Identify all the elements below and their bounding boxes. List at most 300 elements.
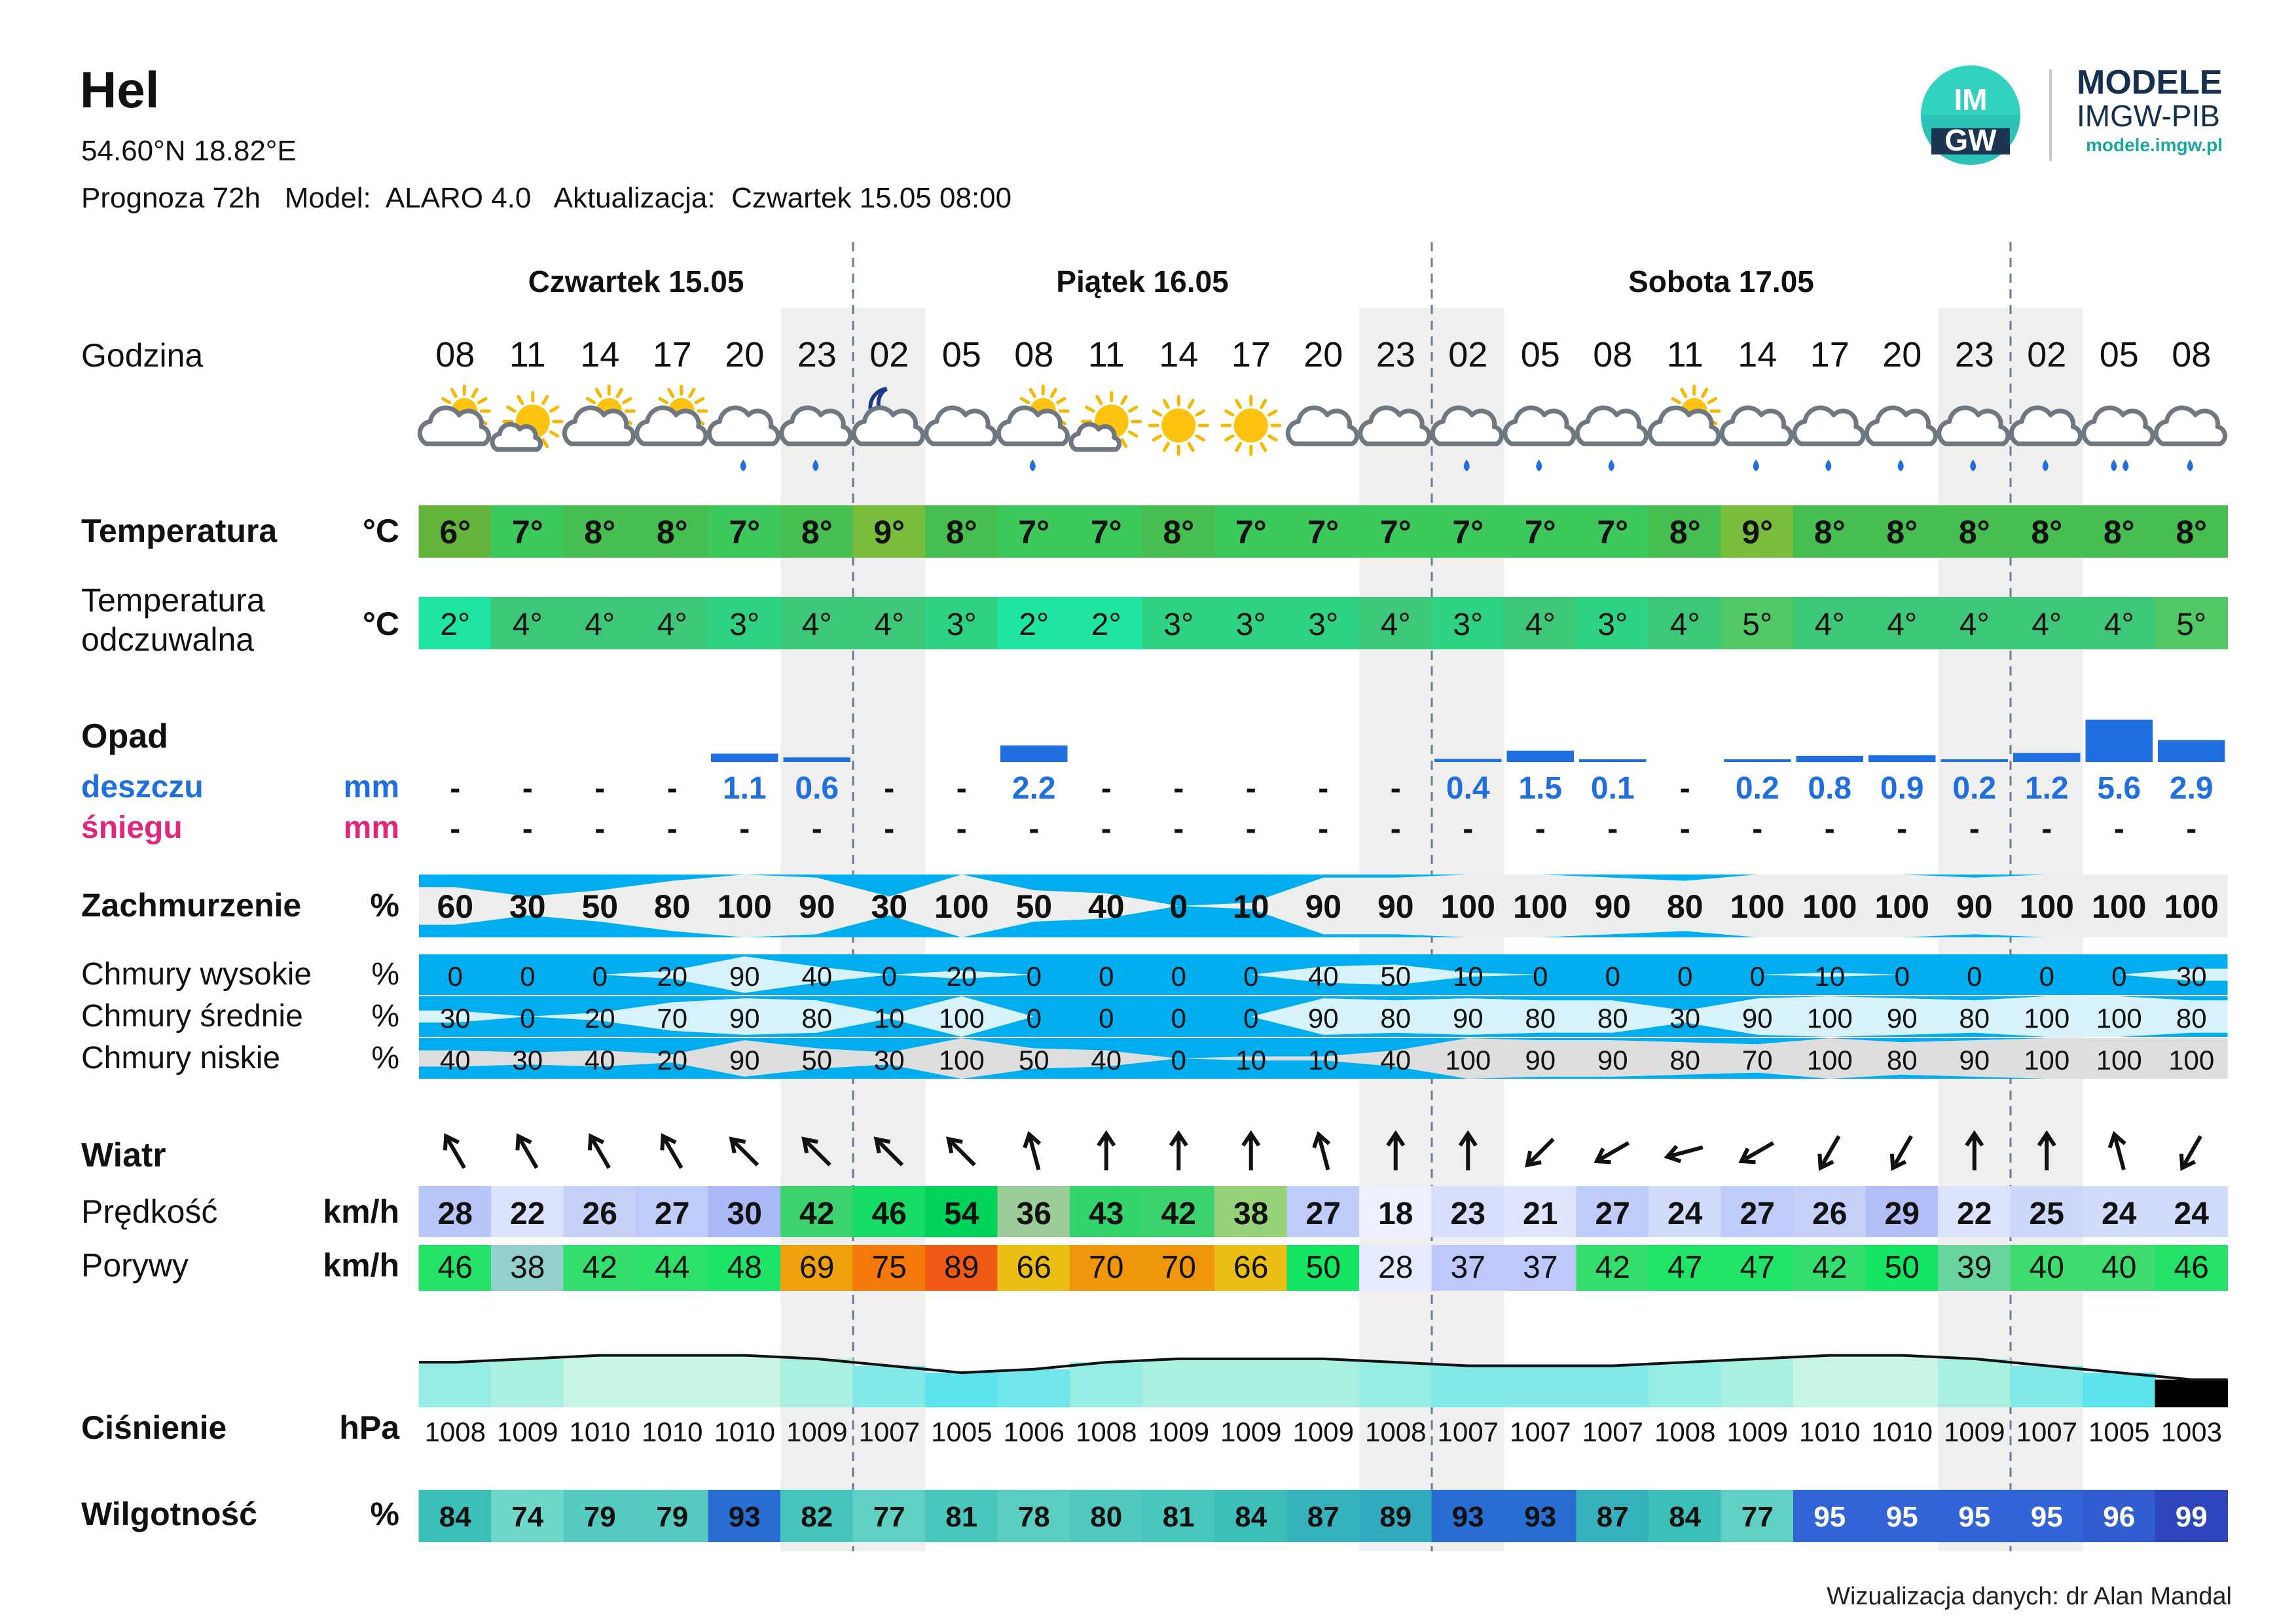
snow-value: - <box>1752 812 1763 846</box>
cloud-low-label: Chmury niskie <box>81 1041 281 1075</box>
rain-bar <box>1941 759 2009 762</box>
wind-arrow <box>1243 1134 1259 1170</box>
feels-like-value: 5° <box>2176 607 2207 642</box>
temperature-value: 7° <box>1090 514 1122 550</box>
cloud-high-value: 50 <box>1380 961 1412 992</box>
cloud-cover-value: 30 <box>509 888 546 925</box>
wind-speed-label: Prędkość <box>81 1193 218 1230</box>
wind-label: Wiatr <box>81 1136 166 1174</box>
cloud-mid-value: 0 <box>1099 1003 1114 1034</box>
wind-gust-value: 28 <box>1378 1250 1413 1285</box>
cloud-low-value: 10 <box>1307 1045 1339 1075</box>
hour-label: 08 <box>1593 335 1633 374</box>
hour-label: 20 <box>1303 335 1343 374</box>
cloud-shape <box>1288 408 1357 444</box>
temperature-value: 8° <box>2031 514 2063 550</box>
pressure-label: Ciśnienie <box>81 1409 227 1446</box>
cloud-high-label: Chmury wysokie <box>81 957 312 992</box>
wind-gust-value: 47 <box>1740 1250 1775 1285</box>
rain-value: 1.1 <box>722 771 767 806</box>
humidity-value: 79 <box>583 1501 616 1533</box>
wind-arrow <box>1593 1136 1632 1168</box>
cloud-shape <box>420 408 488 444</box>
wind-arrow <box>943 1134 980 1171</box>
wind-speed-value: 38 <box>1233 1197 1269 1231</box>
hour-label: 05 <box>1520 335 1560 374</box>
rain-empty: - <box>1173 771 1184 806</box>
cloud-high-value: 10 <box>1452 961 1484 992</box>
cloud-shape <box>1577 408 1646 444</box>
sun-ray <box>690 389 694 396</box>
sun-ray <box>1097 397 1101 403</box>
rain-bar <box>784 757 851 762</box>
sun-ray <box>1122 440 1126 446</box>
cloud-cover-value: 90 <box>1594 888 1631 925</box>
cloud-high-value: 40 <box>1307 961 1339 992</box>
humidity-value: 78 <box>1017 1501 1050 1533</box>
humidity-value: 81 <box>1162 1501 1195 1533</box>
wind-speed-value: 54 <box>944 1197 979 1231</box>
wind-arrow <box>2107 1132 2132 1172</box>
snow-value: - <box>1607 812 1618 846</box>
pressure-unit: hPa <box>339 1409 399 1446</box>
cloud-low-value: 50 <box>1018 1045 1049 1075</box>
temperature-value: 9° <box>873 514 905 550</box>
wind-speed-value: 42 <box>799 1197 835 1231</box>
cloud-cover-value: 100 <box>717 888 772 925</box>
cloud-mid-value: 80 <box>1380 1003 1412 1034</box>
cloud-shape <box>1505 408 1574 444</box>
temperature-value: 8° <box>945 514 977 550</box>
update-time: Czwartek 15.05 08:00 <box>731 182 1012 214</box>
cloud-high-value: 0 <box>1099 961 1114 992</box>
humidity-value: 77 <box>873 1501 905 1533</box>
feels-like-value: 3° <box>1235 607 1266 642</box>
cloud-shape <box>492 424 541 450</box>
sun-ray <box>443 399 449 403</box>
cloud-low-value: 80 <box>1886 1045 1918 1075</box>
wind-speed-unit: km/h <box>323 1193 399 1230</box>
wind-arrow <box>1522 1134 1559 1171</box>
cloud-low-value: 100 <box>1806 1045 1853 1075</box>
sun-ray <box>1709 399 1715 403</box>
rain-bar <box>2158 740 2225 762</box>
wind-arrow-shaft <box>951 1142 974 1164</box>
pressure-fill-cell <box>1576 1365 1650 1407</box>
pressure-value: 1009 <box>497 1416 558 1447</box>
wind-speed-value: 23 <box>1450 1197 1485 1231</box>
pressure-fill-cell <box>1504 1365 1577 1407</box>
rain-value: 2.9 <box>2169 771 2214 806</box>
humidity-value: 95 <box>1886 1501 1918 1533</box>
rain-value: 2.2 <box>1011 771 1056 806</box>
temperature-value: 8° <box>2103 514 2135 550</box>
humidity-value: 84 <box>1669 1501 1702 1533</box>
pressure-fill-cell <box>1070 1362 1143 1407</box>
cloud-low-value: 40 <box>584 1045 615 1075</box>
snow-value: - <box>884 812 895 846</box>
cloud-cover-value: 90 <box>1956 888 1993 925</box>
snow-value: - <box>1463 812 1474 846</box>
pressure-fill-cell <box>1287 1359 1360 1407</box>
sun-ray <box>508 407 515 411</box>
sun-ray <box>1226 436 1233 440</box>
cloud-mid-value: 80 <box>1959 1003 1990 1034</box>
wind-speed-value: 36 <box>1016 1197 1051 1231</box>
wind-arrow <box>584 1132 616 1172</box>
cloud-low-value: 50 <box>801 1045 833 1075</box>
sun-ray <box>1673 399 1679 403</box>
snow-value: - <box>739 812 750 846</box>
pressure-fill-cell <box>636 1356 709 1407</box>
cloud-high-value: 0 <box>1605 961 1620 992</box>
rain-drop <box>2187 460 2193 471</box>
wind-speed-value: 18 <box>1378 1197 1413 1231</box>
sun-disc <box>1161 408 1195 442</box>
wind-arrow <box>1311 1132 1336 1172</box>
cloud-mid-value: 100 <box>2024 1003 2070 1034</box>
feels-like-value: 5° <box>1742 607 1773 642</box>
cloud-rain-icon <box>1795 408 1863 471</box>
cloud-cover-value: 90 <box>1377 888 1414 925</box>
feels-like-value: 3° <box>729 607 760 642</box>
feels-like-value: 4° <box>2104 607 2134 642</box>
rain-value: 1.2 <box>2024 771 2069 806</box>
rain-drop <box>2111 460 2117 471</box>
feels-like-value: 4° <box>2032 607 2062 642</box>
wind-gust-value: 66 <box>1016 1250 1051 1285</box>
wind-arrow <box>1886 1132 1918 1172</box>
humidity-value: 84 <box>1235 1501 1267 1533</box>
logo-badge-text-top: IM <box>1954 82 1988 117</box>
snow-unit: mm <box>343 810 399 845</box>
temperature-value: 7° <box>1307 514 1339 550</box>
cloud-cover-value: 10 <box>1232 888 1269 925</box>
sun-ray <box>624 399 630 403</box>
cloud-low-value: 90 <box>1597 1045 1628 1075</box>
sun-ray <box>617 389 621 396</box>
cloud-mid-value: 30 <box>1669 1003 1701 1034</box>
temperature-value: 8° <box>1669 514 1701 550</box>
cloud-low-value: 30 <box>873 1045 905 1075</box>
snow-value: - <box>594 812 606 846</box>
feels-like-value: 4° <box>1959 607 1990 642</box>
pressure-fill-cell <box>491 1359 564 1407</box>
cloud-cover-value: 80 <box>1666 888 1704 925</box>
rain-empty: - <box>522 771 533 806</box>
snow-value: - <box>1245 812 1256 846</box>
snow-value: - <box>1318 812 1329 846</box>
pressure-value: 1003 <box>2160 1416 2222 1447</box>
rain-drop <box>1030 460 1036 471</box>
wind-arrow-shaft <box>448 1140 464 1168</box>
logo-title: MODELE <box>2077 63 2223 101</box>
snow-value: - <box>2186 812 2197 846</box>
sun-icon <box>1222 397 1280 454</box>
pressure-fill-cell <box>708 1356 782 1407</box>
wind-gust-value: 50 <box>1305 1250 1341 1285</box>
pressure-value: 1005 <box>2088 1416 2150 1447</box>
humidity-value: 93 <box>1451 1501 1484 1533</box>
temperature-value: 8° <box>2176 514 2208 550</box>
sun-ray <box>587 399 594 403</box>
cloud-sun-icon <box>420 386 489 444</box>
humidity-value: 93 <box>1524 1501 1557 1533</box>
pressure-value: 1007 <box>1582 1416 1643 1447</box>
wind-gust-value: 40 <box>2102 1250 2137 1285</box>
cloud-cover-label: Zachmurzenie <box>81 887 302 924</box>
rain-empty: - <box>1101 771 1112 806</box>
temperature-value: 7° <box>511 514 543 550</box>
cloud-rain-icon <box>709 408 778 471</box>
pressure-fill-cell <box>1214 1359 1288 1407</box>
wind-speed-value: 22 <box>1957 1197 1992 1231</box>
wind-arrow <box>1171 1134 1186 1170</box>
hour-label: 08 <box>1014 335 1054 374</box>
feels-like-value: 4° <box>1380 607 1411 642</box>
temperature-value: 8° <box>1163 514 1195 550</box>
rain-drop <box>1825 460 1831 471</box>
pressure-fill-cell <box>1721 1359 1795 1407</box>
rain-value: 0.2 <box>1735 771 1779 806</box>
cloud-icon <box>926 408 995 444</box>
cloud-rain-icon <box>2156 408 2225 471</box>
pressure-value: 1008 <box>1365 1416 1427 1447</box>
feels-like-value: 4° <box>801 607 832 642</box>
hour-label: 14 <box>1159 335 1199 374</box>
sun-ray <box>479 399 486 403</box>
precip-label: Opad <box>81 717 168 755</box>
cloud-low-value: 100 <box>2024 1045 2070 1075</box>
cloud-shape <box>709 408 778 444</box>
feels-like-value: 2° <box>440 607 471 642</box>
sun-ray <box>1269 436 1275 440</box>
rain-empty: - <box>450 771 461 806</box>
rain-bar <box>711 753 778 762</box>
cloud-mid-value: 90 <box>1886 1003 1918 1034</box>
rain-value: 5.6 <box>2097 771 2141 806</box>
snow-value: - <box>956 812 967 846</box>
cloud-mid-value: 0 <box>1243 1003 1259 1034</box>
hour-label: 23 <box>1954 335 1994 374</box>
wind-gust-value: 75 <box>871 1250 907 1285</box>
pressure-fill-cell <box>1359 1362 1432 1407</box>
cloud-mid-value: 30 <box>439 1003 471 1034</box>
humidity-value: 93 <box>728 1501 761 1533</box>
humidity-unit: % <box>370 1496 399 1532</box>
day-label: Czwartek 15.05 <box>528 264 744 298</box>
sun-ray <box>1164 444 1168 450</box>
pressure-fill-cell <box>1649 1362 1722 1407</box>
wind-gust-value: 70 <box>1089 1250 1124 1285</box>
pressure-value: 1008 <box>1654 1416 1716 1447</box>
cloud-mid-value: 90 <box>1741 1003 1773 1034</box>
sun-ray <box>1122 397 1126 403</box>
sun-ray <box>1189 444 1193 450</box>
pressure-fill-cell <box>1432 1365 1505 1407</box>
rain-empty: - <box>666 771 678 806</box>
cloud-mid-unit: % <box>371 999 399 1034</box>
wind-arrow-shaft <box>1823 1136 1839 1164</box>
rain-value: 0.2 <box>1952 771 1997 806</box>
cloud-cover-value: 100 <box>2092 888 2147 925</box>
hour-label: 02 <box>1448 335 1488 374</box>
sun-ray <box>473 389 477 396</box>
cloud-high-value: 20 <box>657 961 688 992</box>
cloud-high-value: 0 <box>447 961 463 992</box>
update-label: Aktualizacja: <box>553 182 716 214</box>
wind-arrow-shaft <box>2184 1136 2200 1164</box>
cloud-cover-value: 100 <box>1513 888 1568 925</box>
sun-ray <box>596 389 600 396</box>
wind-speed-value: 22 <box>510 1197 545 1231</box>
cloud-high-value: 0 <box>2111 961 2127 992</box>
cloud-cover-value: 80 <box>653 888 691 925</box>
day-label: Sobota 17.05 <box>1628 264 1814 298</box>
wind-gust-value: 69 <box>799 1250 835 1285</box>
hour-label: 11 <box>1666 335 1704 374</box>
cloud-high-value: 30 <box>2176 961 2207 992</box>
rain-empty: - <box>1390 771 1401 806</box>
snow-value: - <box>666 812 678 846</box>
sun-ray <box>1262 444 1266 450</box>
wind-gust-value: 42 <box>1595 1250 1630 1285</box>
hour-label: 02 <box>2027 335 2067 374</box>
hour-label: 20 <box>1882 335 1922 374</box>
wind-arrow-shaft <box>665 1140 682 1168</box>
wind-arrow <box>1813 1132 1846 1172</box>
sun-ray <box>1129 432 1136 436</box>
cloud-low-value: 10 <box>1235 1045 1267 1075</box>
cloud-low-value: 100 <box>2168 1045 2215 1075</box>
cloud-mid-value: 0 <box>1171 1003 1186 1034</box>
cloud-mid-label: Chmury średnie <box>81 999 303 1034</box>
cloud-mid-value: 0 <box>1026 1003 1042 1034</box>
pressure-value: 1009 <box>1292 1416 1354 1447</box>
wind-gust-value: 66 <box>1233 1250 1269 1285</box>
snow-value: - <box>1969 812 1980 846</box>
pressure-value: 1006 <box>1003 1416 1065 1447</box>
wind-arrow <box>1666 1140 1705 1164</box>
temperature-value: 7° <box>729 514 761 550</box>
wind-gust-label: Porywy <box>81 1247 189 1284</box>
temperature-unit: °C <box>362 513 399 549</box>
sun-ray <box>1087 407 1093 411</box>
cloud-shape <box>926 408 995 444</box>
feels-like-value: 4° <box>874 607 905 642</box>
rain-bar <box>1868 755 1936 762</box>
rain-drop <box>1898 460 1904 471</box>
cloud-shape <box>1867 408 1935 444</box>
cloud-mid-value: 70 <box>657 1003 688 1034</box>
feels-like-value: 4° <box>1887 607 1918 642</box>
pressure-fill-cell <box>1142 1359 1216 1407</box>
pressure-value: 1010 <box>714 1416 775 1447</box>
sun-ray <box>1269 411 1275 415</box>
rain-empty: - <box>594 771 606 806</box>
cloud-cover-value: 100 <box>1730 888 1785 925</box>
cloud-cover-value: 90 <box>1305 888 1342 925</box>
sun-cloud-icon <box>1071 393 1140 450</box>
sun-ray <box>543 397 547 403</box>
sun-ray <box>1154 411 1160 415</box>
wind-arrow <box>1738 1136 1777 1168</box>
logo-badge-text-bottom: GW <box>1944 123 1997 157</box>
pressure-fill-cell <box>1866 1356 1939 1407</box>
cloud-cover-value: 100 <box>1874 888 1929 925</box>
cloud-rain-icon <box>1867 408 1935 471</box>
wind-arrow-shaft <box>1745 1143 1773 1159</box>
cloud-cover-value: 50 <box>1015 888 1053 925</box>
rain-value: 0.4 <box>1446 771 1490 806</box>
feels-like-label-line2: odczuwalna <box>81 621 255 658</box>
cloud-low-value: 90 <box>729 1045 760 1075</box>
wind-arrow <box>1099 1134 1114 1170</box>
rain-bar <box>1507 751 1575 762</box>
cloud-shape <box>1071 424 1120 450</box>
rain-value: 0.9 <box>1880 771 1924 806</box>
cloud-shape <box>1795 408 1863 444</box>
rain-bar <box>1000 746 1068 762</box>
cloud-rain-icon <box>1505 408 1574 471</box>
snow-label: śniegu <box>81 810 183 845</box>
rain-drop <box>1536 460 1542 471</box>
wind-gust-value: 46 <box>2174 1250 2209 1285</box>
cloud-cover-value: 90 <box>798 888 835 925</box>
cloud-low-unit: % <box>371 1041 399 1075</box>
pressure-value: 1007 <box>1437 1416 1499 1447</box>
wind-arrow <box>2176 1132 2208 1172</box>
pressure-value: 1010 <box>1871 1416 1933 1447</box>
pressure-fill-cell <box>2155 1380 2229 1407</box>
hour-label: 02 <box>869 335 909 374</box>
pressure-value: 1007 <box>2016 1416 2077 1447</box>
cloud-mid-value: 10 <box>873 1003 905 1034</box>
rain-drop <box>1609 460 1614 471</box>
cloud-low-value: 80 <box>1669 1045 1701 1075</box>
sun-ray <box>660 399 666 403</box>
feels-like-value: 4° <box>657 607 687 642</box>
wind-arrow <box>726 1134 763 1171</box>
wind-gust-value: 70 <box>1161 1250 1196 1285</box>
wind-speed-value: 28 <box>437 1197 473 1231</box>
cloud-high-value: 0 <box>2039 961 2054 992</box>
cloud-mid-value: 80 <box>1525 1003 1556 1034</box>
pressure-fill-cell <box>564 1356 637 1407</box>
cloud-high-value: 0 <box>1243 961 1259 992</box>
coordinates: 54.60°N 18.82°E <box>81 135 297 167</box>
sun-ray <box>1058 399 1065 403</box>
wind-gust-value: 42 <box>1812 1250 1848 1285</box>
sun-ray <box>1703 389 1707 396</box>
wind-speed-value: 30 <box>727 1197 762 1231</box>
model-label: Model: <box>284 182 371 214</box>
rain-unit: mm <box>343 770 399 804</box>
logo-url[interactable]: modele.imgw.pl <box>2086 135 2223 155</box>
pressure-value: 1009 <box>1726 1416 1788 1447</box>
snow-value: - <box>1101 812 1112 846</box>
hour-label: 05 <box>2099 335 2139 374</box>
cloud-rain-icon <box>1577 408 1646 471</box>
feels-like-value: 3° <box>1597 607 1628 642</box>
rain-value: 0.8 <box>1808 771 1852 806</box>
sun-ray <box>519 397 522 403</box>
wind-arrow-shaft <box>1600 1143 1628 1159</box>
rain-empty: - <box>956 771 967 806</box>
rain-empty: - <box>1679 771 1690 806</box>
wind-arrow-shaft <box>592 1140 609 1168</box>
sun-ray <box>1129 407 1136 411</box>
